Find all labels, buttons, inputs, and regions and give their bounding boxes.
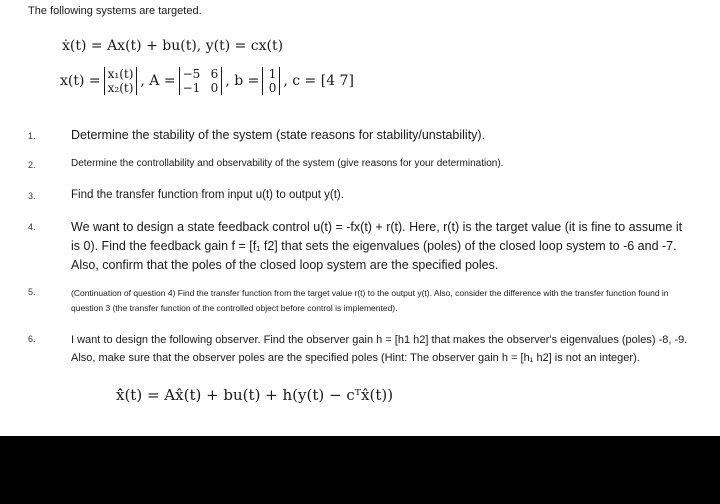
question-number: 2. (28, 160, 36, 170)
x-vector-entry: x₁(t) (107, 67, 134, 81)
b-entry: 1 (268, 67, 277, 81)
x-vector (104, 67, 138, 95)
x-vector-entry: x₂(t) (107, 81, 134, 95)
system-matrices (60, 62, 354, 100)
A-entry: 0 (210, 81, 219, 95)
question-text: We want to design a state feedback control u(t) = -fx(t) + r(t). Here, r(t) is the target value (it is fine to assume it is 0). Find the feedback gain f = [f₁ f2] that sets the eigenvalues (poles) of the closed loop system to -6 and -7. Also, confirm that the poles of the closed loop system are the specified poles. (71, 220, 683, 272)
A-entry: −5 (182, 67, 201, 81)
question-text: Determine the controllability and observability of the system (give reasons for your determination). (71, 158, 504, 169)
question-number: 1. (28, 131, 36, 141)
question-text: Find the transfer function from input u(t) to output y(t). (71, 189, 344, 201)
b-label: , b = (225, 73, 260, 89)
A-entry: −1 (182, 81, 201, 95)
b-vector (262, 67, 280, 95)
A-matrix (179, 67, 223, 95)
A-entry: 6 (210, 67, 219, 81)
question-text: I want to design the following observer. Find the observer gain h = [h1 h2] that makes the observer's eigenvalues (poles) -8, -9. Also, make sure that the observer poles are the specified poles (Hint: The observer gain h = [h₁ h2] is not an integer). (71, 334, 688, 364)
question-number: 3. (28, 191, 36, 201)
observer-equation: x̂̇(t) = Ax̂(t) + bu(t) + h(y(t) − cᵀx̂(t)) (116, 386, 394, 404)
question-number: 4. (28, 222, 36, 232)
c-vector: , c = [4 7] (283, 73, 354, 89)
x-vector-row (108, 67, 134, 81)
question-text: Determine the stability of the system (state reasons for stability/unstability). (71, 128, 486, 142)
question-text: (Continuation of question 4) Find the transfer function from the target value r(t) to the output y(t). Also, consider the difference with the transfer function found in question 3 (the transfer function of the controlled object before control is implemented). (71, 288, 669, 313)
question-number: 6. (28, 334, 36, 344)
A-label: , A = (140, 73, 176, 89)
b-vector-row (266, 67, 276, 81)
question-number: 5. (28, 287, 36, 297)
b-vector-row (266, 81, 276, 95)
A-matrix-row (183, 67, 219, 81)
state-equation: ẋ(t) = Ax(t) + bu(t), y(t) = cx(t) (62, 38, 284, 54)
b-entry: 0 (268, 81, 277, 95)
intro-text: The following systems are targeted. (28, 5, 202, 17)
x-lhs: x(t) = (60, 73, 101, 89)
A-matrix-row (183, 81, 219, 95)
black-bottom-bar (0, 436, 720, 504)
x-vector-row (108, 81, 134, 95)
